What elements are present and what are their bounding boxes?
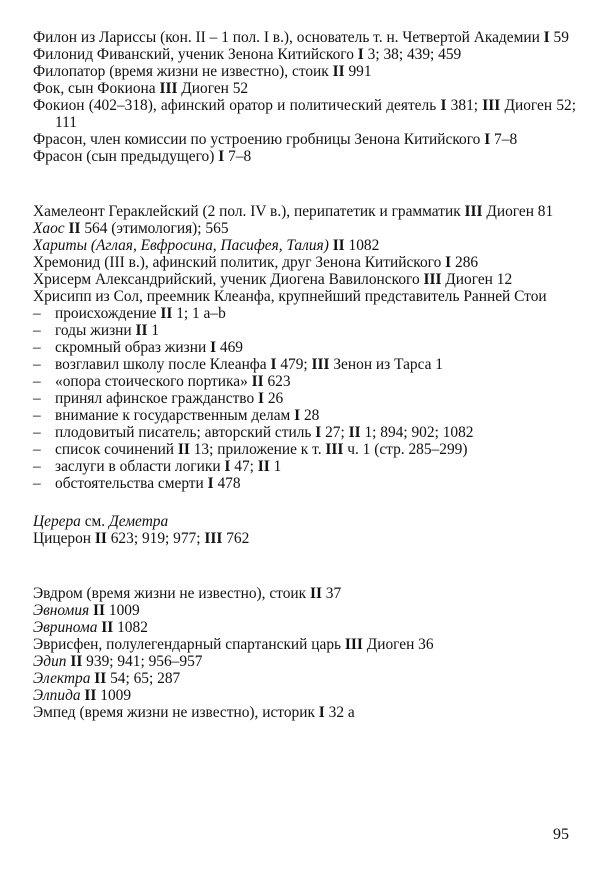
- entry-text: скромный образ жизни: [55, 339, 211, 356]
- entry-text: плодовитый писатель; авторский стиль: [55, 424, 316, 441]
- entry-text: 26: [264, 390, 284, 407]
- entry-text: 27;: [321, 424, 349, 441]
- volume-ref: II: [94, 530, 107, 547]
- index-entry: [33, 80, 576, 97]
- italic-term: Хариты (Аглая, Евфросина, Пасифея, Талия): [33, 237, 329, 254]
- index-subentry: [33, 424, 576, 441]
- volume-ref: II: [94, 670, 107, 687]
- entry-text: Филон из Лариссы (кон.: [33, 29, 196, 46]
- index-subentry: [33, 475, 576, 492]
- group-spacer: [33, 492, 576, 513]
- entry-text: 286: [451, 254, 479, 271]
- entry-text: Эмпед (время жизни не известно), историк: [33, 704, 319, 721]
- index-letter-group: [33, 203, 576, 492]
- volume-ref: I: [445, 254, 452, 271]
- index-letter-group: [33, 513, 576, 547]
- volume-ref: I: [270, 356, 277, 373]
- index-entry: [33, 46, 576, 63]
- entry-text: Филонид Фиванский, ученик Зенона Китийского: [33, 46, 358, 63]
- entry-text: 381;: [446, 97, 483, 114]
- entry-text: 469: [216, 339, 243, 356]
- entry-text: 3; 38; 439; 459: [363, 46, 462, 63]
- entry-text: 762: [222, 530, 250, 547]
- italic-term: Церера: [33, 513, 81, 530]
- dash-marker: –: [33, 424, 41, 441]
- entry-text: Диоген 52: [177, 80, 249, 97]
- volume-ref: I: [315, 424, 322, 441]
- volume-ref: I: [543, 29, 550, 46]
- volume-ref: I: [207, 475, 214, 492]
- dash-marker: –: [33, 305, 41, 322]
- index-subentry: [33, 390, 576, 407]
- index-entry: [33, 203, 576, 220]
- entry-text: 478: [213, 475, 241, 492]
- italic-term: Эвномия: [33, 602, 90, 619]
- group-spacer: [33, 165, 576, 203]
- dash-marker: –: [33, 322, 41, 339]
- index-entry: [33, 271, 576, 288]
- index-entry: [33, 131, 576, 148]
- index-content: [33, 29, 576, 721]
- entry-text: Хрисипп из Сол, преемник Клеанфа, крупнейший представитель Ранней Стои: [33, 288, 547, 305]
- dash-marker: –: [33, 356, 41, 373]
- entry-text: Цицерон: [33, 530, 95, 547]
- entry-text: 59: [549, 29, 569, 46]
- volume-ref: II: [135, 322, 148, 339]
- entry-text: 1009: [96, 687, 132, 704]
- entry-text: заслуги в области логики: [55, 458, 225, 475]
- index-letter-group: [33, 29, 576, 165]
- volume-ref: I: [224, 458, 231, 475]
- entry-text: происхождение: [55, 305, 161, 322]
- entry-text: 32 a: [324, 704, 355, 721]
- index-entry: [33, 220, 576, 237]
- volume-ref: II: [309, 585, 322, 602]
- index-letter-group: [33, 585, 576, 721]
- volume-ref: I: [218, 148, 225, 165]
- volume-ref: I: [210, 339, 217, 356]
- dash-marker: –: [33, 458, 41, 475]
- entry-text: Диоген 52; 111: [55, 97, 576, 131]
- index-entry: [33, 602, 576, 619]
- entry-text: 1082: [113, 619, 148, 636]
- volume-ref: III: [482, 97, 501, 114]
- volume-ref: I: [294, 407, 301, 424]
- volume-ref: I: [357, 46, 364, 63]
- index-entry: [33, 513, 576, 530]
- volume-ref: II: [93, 602, 106, 619]
- entry-text: 939; 941; 956–957: [82, 653, 203, 670]
- volume-ref: I: [318, 704, 325, 721]
- index-subentry: [33, 373, 576, 390]
- entry-text: Диоген 81: [482, 203, 554, 220]
- index-subentry: [33, 407, 576, 424]
- dash-marker: –: [33, 390, 41, 407]
- volume-ref: II: [257, 458, 270, 475]
- volume-ref: II: [68, 220, 81, 237]
- entry-text: 564 (этимология); 565: [80, 220, 229, 237]
- entry-text: 1082: [344, 237, 380, 254]
- entry-text: 623: [263, 373, 291, 390]
- entry-text: 1; 1 a–b: [172, 305, 226, 322]
- volume-ref: III: [159, 80, 178, 97]
- volume-ref: II: [332, 63, 345, 80]
- index-entry: [33, 670, 576, 687]
- volume-ref: III: [204, 530, 223, 547]
- entry-text: возглавил школу после Клеанфа: [55, 356, 271, 373]
- entry-text: 1009: [105, 602, 140, 619]
- entry-text: ч. 1 (стр. 285–299): [343, 441, 468, 458]
- entry-text: 623; 919; 977;: [106, 530, 205, 547]
- dash-marker: –: [33, 475, 41, 492]
- entry-text: – 1 пол. I в.), основатель т. н. Четвертой Академии: [205, 29, 544, 46]
- volume-ref: I: [440, 97, 447, 114]
- volume-ref: I: [258, 390, 265, 407]
- entry-text: 479;: [276, 356, 312, 373]
- index-subentry: [33, 339, 576, 356]
- volume-ref: III: [311, 356, 330, 373]
- italic-term: Деметра: [109, 513, 169, 530]
- volume-ref: II: [332, 237, 345, 254]
- volume-ref: II: [84, 687, 97, 704]
- entry-text: 47;: [230, 458, 258, 475]
- entry-text: Хремонид (III в.), афинский политик, друг Зенона Китийского: [33, 254, 446, 271]
- entry-text: Фрасон, член комиссии по устроению гробницы Зенона Китийского: [33, 131, 485, 148]
- entry-text: 7–8: [224, 148, 252, 165]
- entry-text: Эвдром (время жизни не известно), стоик: [33, 585, 310, 602]
- entry-text: Диоген 12: [441, 271, 513, 288]
- index-entry: [33, 148, 576, 165]
- entry-text: II: [195, 29, 206, 46]
- entry-text: обстоятельства смерти: [55, 475, 208, 492]
- volume-ref: III: [464, 203, 483, 220]
- index-entry: [33, 237, 576, 254]
- entry-text: Фокион (402–318), афинский оратор и политический деятель: [33, 97, 441, 114]
- dash-marker: –: [33, 407, 41, 424]
- dash-marker: –: [33, 373, 41, 390]
- index-entry: [33, 254, 576, 271]
- volume-ref: III: [344, 636, 363, 653]
- entry-text: Хамелеонт Гераклейский (2 пол. IV в.), перипатетик и грамматик: [33, 203, 465, 220]
- index-entry: [33, 63, 576, 80]
- volume-ref: II: [348, 424, 361, 441]
- index-entry: [33, 29, 576, 46]
- entry-text: 991: [344, 63, 372, 80]
- index-entry: [33, 704, 576, 721]
- entry-text: Фок, сын Фокиона: [33, 80, 160, 97]
- entry-text: Филопатор (время жизни не известно), стоик: [33, 63, 333, 80]
- index-entry: [33, 636, 576, 653]
- italic-term: Электра: [33, 670, 91, 687]
- entry-text: Фрасон (сын предыдущего): [33, 148, 219, 165]
- volume-ref: I: [484, 131, 491, 148]
- volume-ref: II: [70, 653, 83, 670]
- entry-text: «опора стоического портика»: [55, 373, 252, 390]
- index-subentry: [33, 458, 576, 475]
- index-entry: [33, 619, 576, 636]
- entry-text: Хрисерм Александрийский, ученик Диогена Вавилонского: [33, 271, 424, 288]
- entry-text: 7–8: [490, 131, 518, 148]
- index-entry: [33, 97, 576, 131]
- entry-text: Диоген 36: [362, 636, 434, 653]
- entry-text: 1; 894; 902; 1082: [360, 424, 474, 441]
- italic-term: Эдип: [33, 653, 67, 670]
- italic-term: Элпида: [33, 687, 81, 704]
- volume-ref: II: [101, 619, 114, 636]
- entry-text: 1: [147, 322, 160, 339]
- entry-text: Зенон из Тарса 1: [329, 356, 444, 373]
- entry-text: 37: [321, 585, 342, 602]
- volume-ref: II: [160, 305, 173, 322]
- group-spacer: [33, 547, 576, 585]
- index-subentry: [33, 322, 576, 339]
- page-number: 95: [553, 826, 569, 843]
- index-subentry: [33, 441, 576, 458]
- index-entry: [33, 687, 576, 704]
- index-subentry: [33, 356, 576, 373]
- volume-ref: II: [251, 373, 264, 390]
- dash-marker: –: [33, 339, 41, 356]
- entry-text: внимание к государственным делам: [55, 407, 295, 424]
- entry-text: 28: [300, 407, 320, 424]
- index-entry: [33, 288, 576, 305]
- index-entry: [33, 530, 576, 547]
- entry-text: Эврисфен, полулегендарный спартанский царь: [33, 636, 345, 653]
- volume-ref: II: [177, 441, 190, 458]
- volume-ref: III: [423, 271, 442, 288]
- entry-text: 1: [269, 458, 282, 475]
- entry-text: 13; приложение к т.: [189, 441, 326, 458]
- entry-text: список сочинений: [55, 441, 178, 458]
- dash-marker: –: [33, 441, 41, 458]
- entry-text: см.: [80, 513, 109, 530]
- entry-text: принял афинское гражданство: [55, 390, 259, 407]
- index-entry: [33, 585, 576, 602]
- volume-ref: III: [325, 441, 344, 458]
- italic-term: Хаос: [33, 220, 65, 237]
- index-subentry: [33, 305, 576, 322]
- entry-text: 54; 65; 287: [106, 670, 181, 687]
- italic-term: Эвринома: [33, 619, 98, 636]
- entry-text: годы жизни: [55, 322, 136, 339]
- index-entry: [33, 653, 576, 670]
